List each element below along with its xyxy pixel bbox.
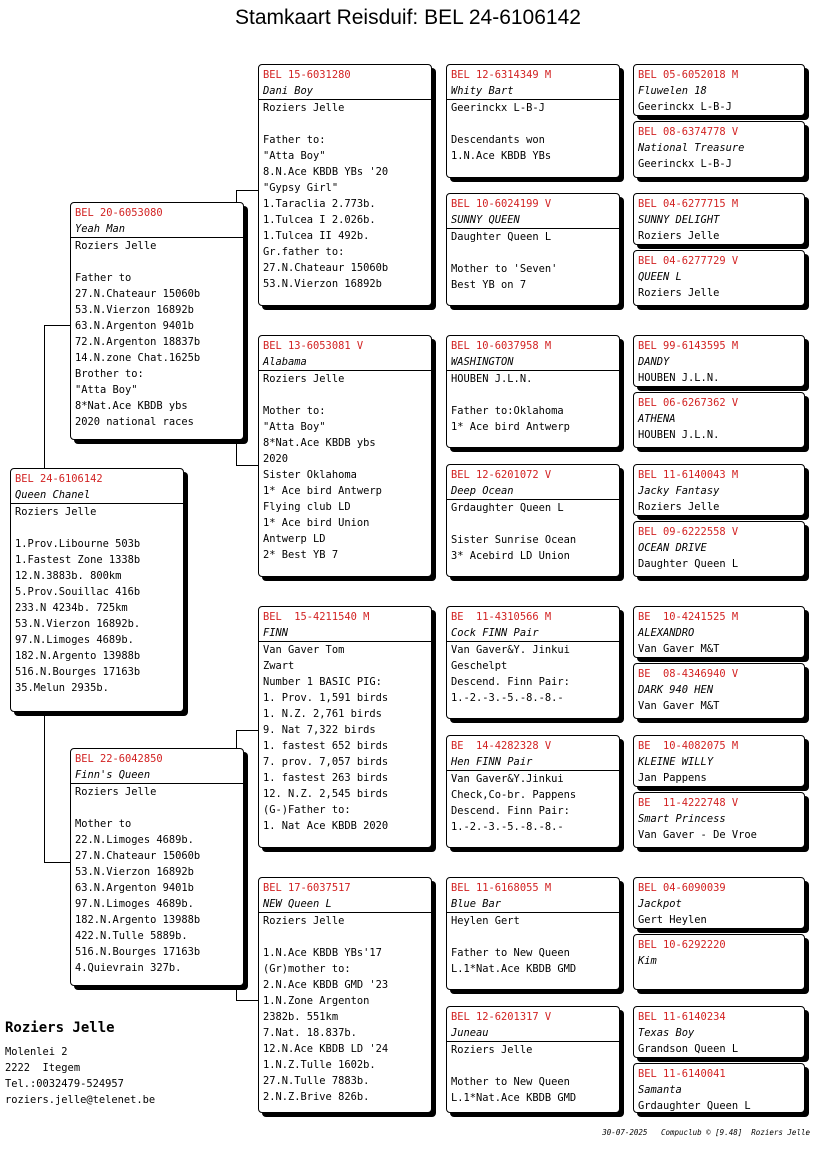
result-line: Father to:Oklahoma: [451, 405, 564, 417]
result-line: 22.N.Limoges 4689b.: [75, 834, 194, 846]
owner-name: [634, 969, 804, 985]
result-line: 1.Taraclia 2.773b.: [263, 198, 376, 210]
result-line: Number 1 BASIC PIG:: [263, 676, 382, 688]
owner-name: Geerinckx L-B-J: [638, 101, 732, 113]
owner-name: Grandson Queen L: [638, 1043, 739, 1055]
owner-name: Gert Heylen: [638, 914, 707, 926]
result-line: 53.N.Vierzon 16892b.: [15, 618, 141, 630]
grandparent-card[interactable]: [258, 335, 432, 577]
result-line: 233.N 4234b. 725km: [15, 602, 128, 614]
result-line: [447, 387, 619, 403]
owner-name: Van Gaver Tom: [263, 644, 345, 656]
owner-name: Geerinckx L-B-J: [451, 102, 545, 114]
ring-number: BEL 08-6374778 V: [638, 126, 739, 138]
gggp-card[interactable]: [633, 521, 805, 577]
result-line: Sister Sunrise Ocean: [451, 534, 577, 546]
grandparent-card[interactable]: [258, 877, 432, 1113]
result-line: "Atta Boy": [263, 150, 326, 162]
result-line: 1.Prov.Libourne 503b: [15, 538, 141, 550]
pigeon-name: ALEXANDRO: [638, 627, 695, 639]
mother-card[interactable]: [70, 748, 244, 986]
gggp-card[interactable]: [633, 392, 805, 448]
result-line: [71, 254, 243, 270]
owner-name: Roziers Jelle: [638, 287, 720, 299]
pigeon-name: Fluwelen 18: [638, 85, 707, 97]
result-line: 516.N.Bourges 17163b: [75, 946, 201, 958]
result-line: 1. N.Z. 2,761 birds: [263, 708, 382, 720]
result-line: 2020 national races: [75, 416, 194, 428]
owner-street: Molenlei 2: [5, 1046, 68, 1058]
connector-line: [236, 730, 258, 731]
owner-name: Grdaughter Queen L: [451, 502, 564, 514]
pigeon-name: Texas Boy: [638, 1027, 695, 1039]
ring-number: BEL 11-6140041: [638, 1068, 726, 1080]
ring-number: BEL 05-6052018 M: [638, 69, 739, 81]
pigeon-name: SUNNY QUEEN: [447, 212, 619, 229]
result-line: L.1*Nat.Ace KBDB GMD: [451, 1092, 577, 1104]
result-line: Mother to:: [263, 405, 326, 417]
ring-number: BEL 22-6042850: [75, 753, 163, 765]
result-line: 1. Nat Ace KBDB 2020: [263, 820, 389, 832]
result-line: 1.-2.-3.-5.-8.-8.-: [451, 821, 564, 833]
result-line: 12.N.Ace KBDB LD '24: [263, 1043, 389, 1055]
result-line: 27.N.Chateaur 15060b: [75, 850, 201, 862]
result-line: 27.N.Chateaur 15060b: [263, 262, 389, 274]
owner-name: Jan Pappens: [638, 772, 707, 784]
great-grandparent-card[interactable]: [446, 64, 620, 178]
result-line: 53.N.Vierzon 16892b: [75, 866, 194, 878]
result-line: Descendants won: [451, 134, 545, 146]
pigeon-name: Queen Chanel: [11, 487, 183, 504]
result-line: 27.N.Chateaur 15060b: [75, 288, 201, 300]
result-line: [259, 116, 431, 132]
result-line: Father to: [75, 272, 132, 284]
pigeon-name: Smart Princess: [638, 813, 726, 825]
pigeon-name: National Treasure: [638, 142, 745, 154]
ring-number: BEL 12-6201317 V: [451, 1011, 552, 1023]
page-title: Stamkaart Reisduif: BEL 24-6106142: [235, 6, 581, 29]
grandparent-card[interactable]: [258, 64, 432, 306]
pigeon-name: Cock FINN Pair: [447, 625, 619, 642]
owner-name: Roziers Jelle: [263, 373, 345, 385]
result-line: 1.N.Ace KBDB YBs'17: [263, 947, 382, 959]
owner-name: Daughter Queen L: [638, 558, 739, 570]
result-line: Antwerp LD: [263, 533, 326, 545]
ring-number: BE 11-4310566 M: [451, 611, 552, 623]
result-line: 2.N.Ace KBDB GMD '23: [263, 979, 389, 991]
ring-number: BE 10-4241525 M: [638, 611, 739, 623]
great-grandparent-card[interactable]: [446, 606, 620, 719]
result-line: 12. N.Z. 2,545 birds: [263, 788, 389, 800]
great-grandparent-card[interactable]: [446, 1006, 620, 1113]
ring-number: BEL 11-6140234: [638, 1011, 726, 1023]
pigeon-name: SUNNY DELIGHT: [638, 214, 720, 226]
result-line: Check,Co-br. Pappens: [451, 789, 577, 801]
result-line: Father to New Queen: [451, 947, 570, 959]
pigeon-name: FINN: [259, 625, 431, 642]
ring-number: BEL 11-6168055 M: [451, 882, 552, 894]
result-line: Geschelpt: [451, 660, 508, 672]
owner-name: Roziers Jelle: [451, 1044, 533, 1056]
connector-line: [236, 190, 258, 191]
result-line: 1* Ace bird Antwerp: [451, 421, 570, 433]
gggp-card[interactable]: [633, 934, 805, 990]
great-grandparent-card[interactable]: [446, 335, 620, 448]
result-line: Best YB on 7: [451, 279, 527, 291]
footer-text: 30-07-2025 Compuclub © [9.48] Roziers Jelle: [602, 1128, 810, 1137]
result-line: L.1*Nat.Ace KBDB GMD: [451, 963, 577, 975]
pigeon-name: KLEINE WILLY: [638, 756, 714, 768]
gggp-card[interactable]: [633, 193, 805, 245]
result-line: 8*Nat.Ace KBDB ybs: [75, 400, 188, 412]
owner-name: HOUBEN J.L.N.: [638, 429, 720, 441]
result-line: 63.N.Argenton 9401b: [75, 882, 194, 894]
result-line: 422.N.Tulle 5889b.: [75, 930, 188, 942]
owner-name: Heylen Gert: [451, 915, 520, 927]
ring-number: BEL 99-6143595 M: [638, 340, 739, 352]
result-line: [259, 387, 431, 403]
result-line: 12.N.3883b. 800km: [15, 570, 122, 582]
result-line: 1.N.Zone Argenton: [263, 995, 370, 1007]
ring-number: BEL 13-6053081 V: [263, 340, 364, 352]
ring-number: BE 08-4346940 V: [638, 668, 739, 680]
result-line: 8.N.Ace KBDB YBs '20: [263, 166, 389, 178]
result-line: [447, 516, 619, 532]
ring-number: BEL 15-6031280: [263, 69, 351, 81]
owner-name: Roziers Jelle: [75, 240, 157, 252]
result-line: 1. fastest 263 birds: [263, 772, 389, 784]
pigeon-name: Juneau: [447, 1025, 619, 1042]
pigeon-name: ATHENA: [638, 413, 676, 425]
result-line: "Gypsy Girl": [263, 182, 339, 194]
result-line: Mother to: [75, 818, 132, 830]
result-line: 1.Fastest Zone 1338b: [15, 554, 141, 566]
owner-name: HOUBEN J.L.N.: [638, 372, 720, 384]
result-line: 2382b. 551km: [263, 1011, 339, 1023]
owner-name: Roziers Jelle: [75, 786, 157, 798]
result-line: 4.Quievrain 327b.: [75, 962, 182, 974]
owner-name: Van Gaver&Y. Jinkui: [451, 644, 570, 656]
result-line: Flying club LD: [263, 501, 351, 513]
result-line: 53.N.Vierzon 16892b: [75, 304, 194, 316]
result-line: Mother to New Queen: [451, 1076, 570, 1088]
gggp-card[interactable]: [633, 735, 805, 787]
result-line: 7. prov. 7,057 birds: [263, 756, 389, 768]
result-line: 1.Tulcea I 2.026b.: [263, 214, 376, 226]
result-line: 3* Acebird LD Union: [451, 550, 570, 562]
connector-line: [236, 465, 258, 466]
result-line: 14.N.zone Chat.1625b: [75, 352, 201, 364]
ring-number: BEL 04-6277715 M: [638, 198, 739, 210]
owner-email[interactable]: roziers.jelle@telenet.be: [5, 1094, 156, 1106]
ring-number: BEL 09-6222558 V: [638, 526, 739, 538]
connector-line: [44, 325, 70, 326]
pigeon-name: Jackpot: [638, 898, 682, 910]
result-line: 516.N.Bourges 17163b: [15, 666, 141, 678]
result-line: 1. fastest 652 birds: [263, 740, 389, 752]
gggp-card[interactable]: [633, 877, 805, 929]
owner-name: Roziers Jelle: [263, 102, 345, 114]
owner-phone: Tel.:0032479-524957: [5, 1078, 124, 1090]
result-line: 72.N.Argenton 18837b: [75, 336, 201, 348]
result-line: 1.Tulcea II 492b.: [263, 230, 370, 242]
pigeon-name: DARK 940 HEN: [638, 684, 714, 696]
owner-name: Roziers Jelle: [15, 506, 97, 518]
gggp-card[interactable]: [633, 64, 805, 116]
connector-line: [44, 325, 45, 468]
result-line: [447, 1058, 619, 1074]
result-line: 1* Ace bird Antwerp: [263, 485, 382, 497]
subject-card[interactable]: [10, 468, 184, 712]
ring-number: BEL 12-6314349 M: [451, 69, 552, 81]
gggp-card[interactable]: [633, 606, 805, 658]
owner-name: Roziers Jelle: [638, 501, 720, 513]
pigeon-name: Finn's Queen: [71, 767, 243, 784]
pigeon-name: Yeah Man: [71, 221, 243, 238]
pigeon-name: Kim: [638, 955, 657, 967]
result-line: [447, 116, 619, 132]
result-line: 97.N.Limoges 4689b.: [15, 634, 134, 646]
result-line: 8*Nat.Ace KBDB ybs: [263, 437, 376, 449]
owner-name: HOUBEN J.L.N.: [451, 373, 533, 385]
result-line: Mother to 'Seven': [451, 263, 558, 275]
result-line: Gr.father to:: [263, 246, 345, 258]
pigeon-name: NEW Queen L: [259, 896, 431, 913]
gggp-card[interactable]: [633, 1063, 805, 1113]
result-line: 27.N.Tulle 7883b.: [263, 1075, 370, 1087]
great-grandparent-card[interactable]: [446, 877, 620, 990]
result-line: Sister Oklahoma: [263, 469, 357, 481]
ring-number: BEL 12-6201072 V: [451, 469, 552, 481]
result-line: [447, 245, 619, 261]
gggp-card[interactable]: [633, 792, 805, 848]
great-grandparent-card[interactable]: [446, 464, 620, 577]
gggp-card[interactable]: [633, 663, 805, 719]
gggp-card[interactable]: [633, 121, 805, 178]
owner-name: Van Gaver M&T: [638, 643, 720, 655]
gggp-card[interactable]: [633, 335, 805, 387]
result-line: 2* Best YB 7: [263, 549, 339, 561]
owner-name: Daughter Queen L: [451, 231, 552, 243]
result-line: (G-)Father to:: [263, 804, 351, 816]
great-grandparent-card[interactable]: [446, 735, 620, 848]
result-line: 5.Prov.Souillac 416b: [15, 586, 141, 598]
ring-number: BEL 10-6024199 V: [451, 198, 552, 210]
result-line: 1.N.Z.Tulle 1602b.: [263, 1059, 376, 1071]
owner-name: Roziers Jelle: [263, 915, 345, 927]
result-line: 9. Nat 7,322 birds: [263, 724, 376, 736]
result-line: 7.Nat. 18.837b.: [263, 1027, 357, 1039]
owner-name: Roziers Jelle: [638, 230, 720, 242]
connector-line: [44, 712, 45, 862]
pigeon-name: WASHINGTON: [447, 354, 619, 371]
result-line: Descend. Finn Pair:: [451, 805, 570, 817]
owner-name: Geerinckx L-B-J: [638, 158, 732, 170]
result-line: Zwart: [263, 660, 295, 672]
pigeon-name: OCEAN DRIVE: [638, 542, 707, 554]
result-line: [447, 929, 619, 945]
gggp-card[interactable]: [633, 464, 805, 516]
result-line: [71, 800, 243, 816]
pigeon-name: Hen FINN Pair: [447, 754, 619, 771]
owner-name: Grdaughter Queen L: [638, 1100, 751, 1112]
pigeon-name: Samanta: [638, 1084, 682, 1096]
ring-number: BE 14-4282328 V: [451, 740, 552, 752]
result-line: (Gr)mother to:: [263, 963, 351, 975]
result-line: 2.N.Z.Brive 826b.: [263, 1091, 370, 1103]
connector-line: [44, 862, 70, 863]
ring-number: BEL 06-6267362 V: [638, 397, 739, 409]
result-line: 53.N.Vierzon 16892b: [263, 278, 382, 290]
pigeon-name: Deep Ocean: [447, 483, 619, 500]
ring-number: BEL 04-6277729 V: [638, 255, 739, 267]
pigeon-name: Alabama: [259, 354, 431, 371]
ring-number: BEL 11-6140043 M: [638, 469, 739, 481]
result-line: Brother to:: [75, 368, 144, 380]
result-line: 1.N.Ace KBDB YBs: [451, 150, 552, 162]
owner-city: 2222 Itegem: [5, 1062, 81, 1074]
result-line: "Atta Boy": [75, 384, 138, 396]
result-line: 182.N.Argento 13988b: [15, 650, 141, 662]
ring-number: BEL 17-6037517: [263, 882, 351, 894]
result-line: 35.Melun 2935b.: [15, 682, 109, 694]
result-line: Descend. Finn Pair:: [451, 676, 570, 688]
owner-name: Van Gaver - De Vroe: [638, 829, 757, 841]
ring-number: BE 11-4222748 V: [638, 797, 739, 809]
result-line: Father to:: [263, 134, 326, 146]
result-line: 1. Prov. 1,591 birds: [263, 692, 389, 704]
great-grandparent-card[interactable]: [446, 193, 620, 306]
gggp-card[interactable]: [633, 1006, 805, 1058]
ring-number: BEL 24-6106142: [15, 473, 103, 485]
ring-number: BEL 15-4211540 M: [263, 611, 370, 623]
result-line: 2020: [263, 453, 289, 465]
connector-line: [236, 1000, 258, 1001]
owner-name: Van Gaver&Y.Jinkui: [451, 773, 564, 785]
result-line: 182.N.Argento 13988b: [75, 914, 201, 926]
pigeon-name: Blue Bar: [447, 896, 619, 913]
result-line: 1* Ace bird Union: [263, 517, 370, 529]
result-line: [259, 929, 431, 945]
result-line: "Atta Boy": [263, 421, 326, 433]
grandparent-card[interactable]: [258, 606, 432, 848]
owner-name: Van Gaver M&T: [638, 700, 720, 712]
pigeon-name: DANDY: [638, 356, 670, 368]
pigeon-name: Jacky Fantasy: [638, 485, 720, 497]
result-line: 1.-2.-3.-5.-8.-8.-: [451, 692, 564, 704]
ring-number: BEL 04-6090039: [638, 882, 726, 894]
pigeon-name: QUEEN L: [638, 271, 682, 283]
result-line: 63.N.Argenton 9401b: [75, 320, 194, 332]
ring-number: BEL 10-6037958 M: [451, 340, 552, 352]
pigeon-name: Dani Boy: [259, 83, 431, 100]
ring-number: BE 10-4082075 M: [638, 740, 739, 752]
owner-contact-name: Roziers Jelle: [5, 1020, 115, 1036]
gggp-card[interactable]: [633, 250, 805, 306]
ring-number: BEL 20-6053080: [75, 207, 163, 219]
ring-number: BEL 10-6292220: [638, 939, 726, 951]
pigeon-name: Whity Bart: [447, 83, 619, 100]
owner-contact-block: [5, 1018, 155, 1108]
result-line: [11, 520, 183, 536]
father-card[interactable]: [70, 202, 244, 440]
result-line: 97.N.Limoges 4689b.: [75, 898, 194, 910]
